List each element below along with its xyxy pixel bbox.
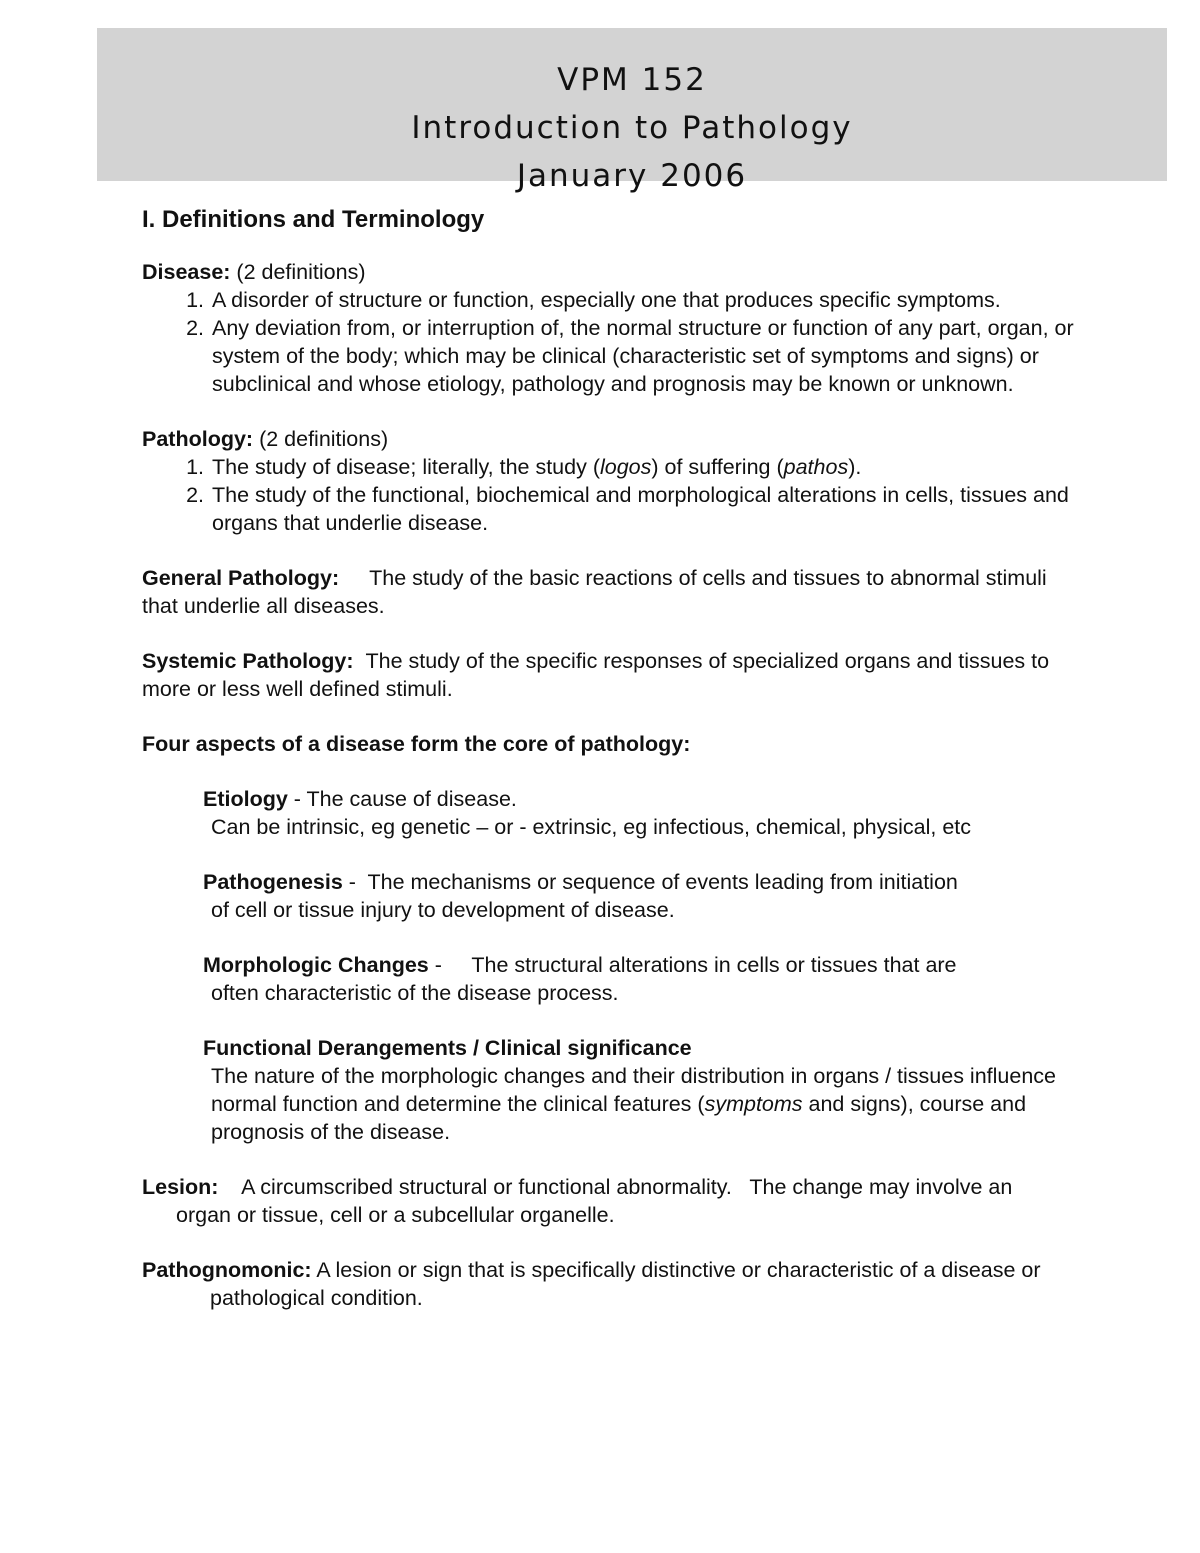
systemic-pathology-definition — [142, 647, 1082, 703]
etiology-lead: - The cause of disease. — [287, 787, 517, 811]
pathology-list — [142, 453, 1082, 537]
text-run: The nature of the morphologic changes and their distribution in organs / tissues influence normal function and determine the clinical features ( — [211, 1064, 1056, 1116]
disease-term: Disease: — [142, 260, 231, 284]
functional-desc — [211, 1062, 1071, 1146]
pathogenesis-aspect — [203, 868, 1082, 924]
disease-list — [142, 286, 1082, 398]
pathognomonic-term: Pathognomonic: — [142, 1258, 312, 1282]
text-run: and signs), course and prognosis of the disease. — [211, 1092, 1027, 1144]
pathogenesis-lead: - The mechanisms or sequence of events leading from initiation — [342, 870, 958, 894]
course-date: January 2006 — [516, 158, 748, 194]
four-aspects-heading: Four aspects of a disease form the core of pathology: — [142, 732, 691, 756]
disease-note: (2 definitions) — [230, 260, 366, 284]
list-item — [210, 453, 1082, 481]
document-body — [142, 200, 1082, 1339]
course-title: Introduction to Pathology — [411, 110, 853, 146]
etiology-aspect — [203, 785, 1082, 841]
pathogenesis-term: Pathogenesis — [203, 870, 343, 894]
pathogenesis-desc: of cell or tissue injury to development of disease. — [211, 898, 675, 922]
italic-term: symptoms — [704, 1092, 803, 1116]
italic-term: pathos — [783, 455, 849, 479]
general-pathology-text: The study of the basic reactions of cells and tissues to abnormal stimuli that underlie all diseases. — [142, 566, 1047, 618]
text-run: The study of disease; literally, the study ( — [212, 455, 600, 479]
list-item: 1. A disorder of structure or function, especially one that produces specific symptoms. — [210, 286, 1082, 314]
pathognomonic-text: A lesion or sign that is specifically distinctive or characteristic of a disease or pathological condition. — [210, 1258, 1041, 1310]
pathogenesis-line — [203, 868, 1082, 896]
list-item: 2. Any deviation from, or interruption of, the normal structure or function of any part, organ, or system of the body; which may be clinical (characteristic set of symptoms and signs) or subclinical and whose etiology, pathology and prognosis may be known or unknown. — [210, 314, 1082, 398]
title-banner — [97, 28, 1167, 194]
general-pathology-definition — [142, 564, 1082, 620]
etiology-term: Etiology — [203, 787, 288, 811]
pathology-note: (2 definitions) — [253, 427, 389, 451]
functional-aspect — [203, 1034, 1082, 1146]
morphologic-term: Morphologic Changes — [203, 953, 429, 977]
disease-definition — [142, 258, 1082, 398]
systemic-pathology-term: Systemic Pathology: — [142, 649, 354, 673]
text-run: ) of suffering ( — [651, 455, 784, 479]
morphologic-desc: often characteristic of the disease process. — [211, 981, 619, 1005]
pathology-heading — [142, 425, 1082, 453]
lesion-definition — [142, 1173, 1056, 1229]
pathognomonic-definition — [142, 1256, 1110, 1312]
morphologic-lead: - The structural alterations in cells or tissues that are — [428, 953, 957, 977]
systemic-pathology-text: The study of the specific responses of specialized organs and tissues to more or less well defined stimuli. — [142, 649, 1050, 701]
pathology-definition — [142, 425, 1082, 537]
pathology-term: Pathology: — [142, 427, 254, 451]
morphologic-line — [203, 951, 1082, 979]
lesion-text: A circumscribed structural or functional abnormality. The change may involve an organ or tissue, cell or a subcellular organelle. — [176, 1175, 1019, 1227]
text-run: ). — [848, 455, 862, 479]
italic-term: logos — [599, 455, 652, 479]
section-heading: I. Definitions and Terminology — [142, 206, 485, 233]
general-pathology-term: General Pathology: — [142, 566, 340, 590]
course-code: VPM 152 — [557, 62, 707, 98]
list-item: 2. The study of the functional, biochemical and morphological alterations in cells, tissues and organs that underlie disease. — [210, 481, 1082, 537]
etiology-desc: Can be intrinsic, eg genetic – or - extrinsic, eg infectious, chemical, physical, etc — [211, 815, 972, 839]
functional-term: Functional Derangements / Clinical significance — [203, 1036, 692, 1060]
morphologic-aspect — [203, 951, 1082, 1007]
lesion-term: Lesion: — [142, 1175, 219, 1199]
disease-heading — [142, 258, 1082, 286]
etiology-line — [203, 785, 1082, 813]
